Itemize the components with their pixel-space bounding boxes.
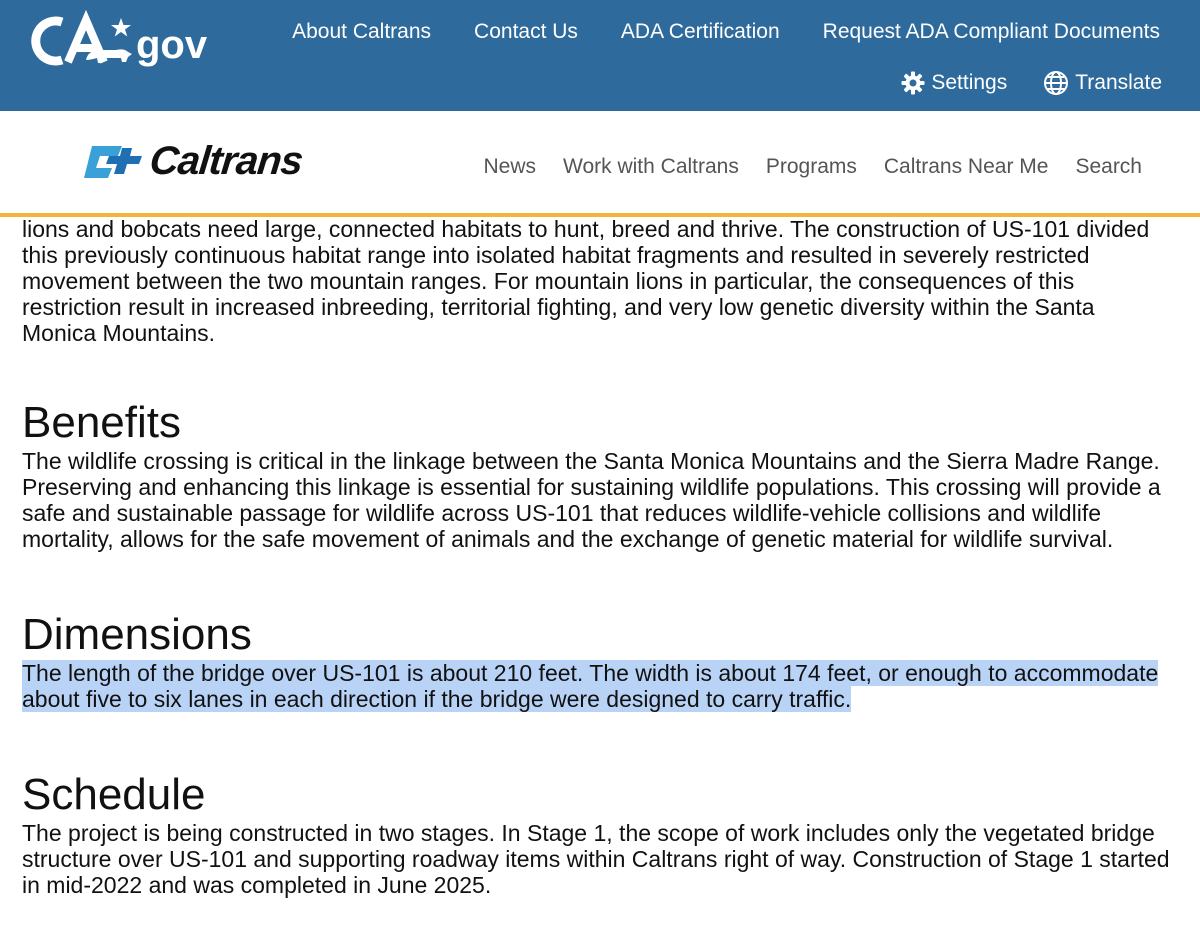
settings-button[interactable] bbox=[901, 70, 1007, 96]
dimensions-heading: Dimensions bbox=[22, 610, 252, 659]
nav-programs[interactable]: Programs bbox=[765, 155, 857, 178]
ada-certification-link[interactable]: ADA Certification bbox=[620, 20, 780, 43]
schedule-paragraph: The project is being constructed in two stages. In Stage 1, the scope of work includes only the vegetated bridge structure over US-101 and supporting roadway items within Caltrans right of way. Construction of Stage 1 started in mid-2022 and was completed in June 2025. bbox=[22, 820, 1170, 898]
contact-us-link[interactable]: Contact Us bbox=[474, 20, 578, 43]
top-utility-links bbox=[249, 20, 1160, 44]
settings-label: Settings bbox=[931, 71, 1008, 94]
benefits-heading: Benefits bbox=[22, 398, 181, 447]
request-ada-documents-link[interactable]: Request ADA Compliant Documents bbox=[822, 20, 1160, 43]
state-top-bar bbox=[0, 0, 1200, 111]
ca-gov-logo[interactable] bbox=[24, 10, 224, 70]
caltrans-logo[interactable] bbox=[82, 139, 305, 184]
globe-icon bbox=[1043, 70, 1069, 96]
article-content bbox=[22, 216, 1172, 927]
dimensions-paragraph bbox=[22, 660, 1172, 712]
main-nav bbox=[457, 155, 1142, 179]
translate-button[interactable] bbox=[1043, 70, 1162, 96]
section-benefits bbox=[22, 398, 1172, 552]
section-dimensions bbox=[22, 610, 1172, 712]
nav-caltrans-near-me[interactable]: Caltrans Near Me bbox=[883, 155, 1049, 178]
intro-paragraph: lions and bobcats need large, connected habitats to hunt, breed and thrive. The construction of US-101 divided this previously continuous habitat range into isolated habitat fragments and resulted in severely restricted movement between the two mountain ranges. For mountain lions in particular, the consequences of this restriction result in increased inbreeding, territorial fighting, and very low genetic diversity within the Santa Monica Mountains. bbox=[22, 216, 1150, 346]
nav-work-with-caltrans[interactable]: Work with Caltrans bbox=[563, 155, 739, 178]
translate-label: Translate bbox=[1075, 71, 1162, 94]
benefits-paragraph: The wildlife crossing is critical in the linkage between the Santa Monica Mountains and the Sierra Madre Range. Preserving and enhancing this linkage is essential for sustaining wildlife populations. This crossing will provide a safe and sustainable passage for wildlife across US-101 that reduces wildlife-vehicle collisions and wildlife mortality, allows for the safe movement of animals and the exchange of genetic material for wildlife survival. bbox=[22, 448, 1161, 552]
svg-text:gov: gov bbox=[136, 23, 208, 67]
nav-news[interactable]: News bbox=[483, 155, 537, 178]
selected-text-highlight: The length of the bridge over US-101 is about 210 feet. The width is about 174 feet, or enough to accommodate about five to six lanes in each direction if the bridge were designed to carry traffic. bbox=[22, 660, 1159, 712]
schedule-heading: Schedule bbox=[22, 770, 206, 819]
caltrans-wordmark: Caltrans bbox=[147, 139, 305, 183]
gear-icon bbox=[901, 71, 925, 95]
about-caltrans-link[interactable]: About Caltrans bbox=[292, 20, 432, 43]
caltrans-mark-icon bbox=[82, 142, 146, 182]
top-tools bbox=[865, 70, 1162, 96]
nav-search[interactable]: Search bbox=[1075, 155, 1142, 178]
agency-header bbox=[0, 111, 1200, 217]
section-schedule bbox=[22, 770, 1172, 898]
